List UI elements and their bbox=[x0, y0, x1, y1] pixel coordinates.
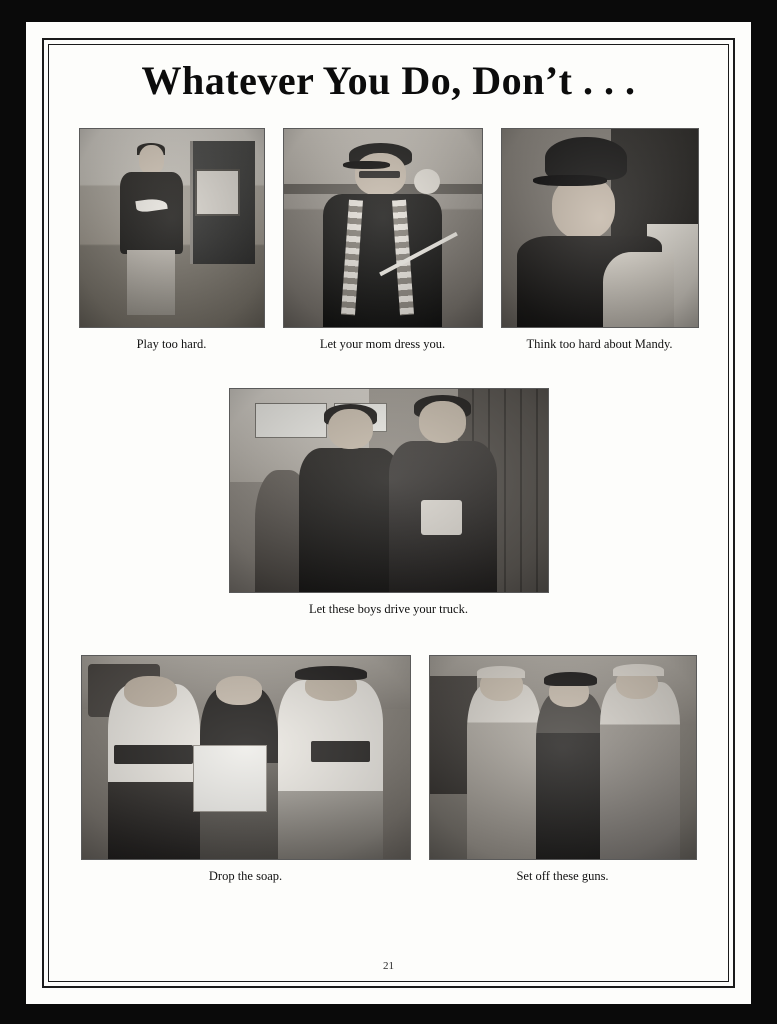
photo-block-play-too-hard bbox=[79, 128, 265, 352]
photo-detail bbox=[114, 745, 193, 763]
photo-play-too-hard bbox=[79, 128, 265, 328]
photo-detail bbox=[139, 145, 164, 174]
photo-subject bbox=[278, 680, 383, 859]
photo-detail bbox=[544, 672, 597, 686]
photo-row-top bbox=[56, 128, 721, 352]
photo-detail bbox=[299, 448, 401, 592]
photo-detail bbox=[359, 171, 401, 179]
photo-detail bbox=[477, 666, 525, 678]
photo-detail bbox=[195, 169, 239, 217]
photo-detail bbox=[295, 666, 367, 680]
photo-detail bbox=[343, 161, 391, 169]
photo-subject bbox=[108, 684, 200, 859]
page-title: Whatever You Do, Don’t . . . bbox=[141, 58, 636, 103]
photo-caption: Set off these guns. bbox=[516, 869, 609, 883]
photo-detail bbox=[216, 676, 262, 704]
photo-subject bbox=[536, 693, 605, 859]
photo-subject bbox=[120, 145, 183, 315]
yearbook-page bbox=[26, 22, 751, 1004]
photo-caption: Think too hard about Mandy. bbox=[526, 337, 673, 351]
photo-detail bbox=[124, 676, 176, 706]
photo-detail bbox=[603, 252, 674, 327]
photo-detail bbox=[414, 169, 440, 195]
photo-subject bbox=[299, 409, 401, 592]
photo-drive-your-truck bbox=[229, 388, 549, 593]
photo-caption: Play too hard. bbox=[136, 337, 207, 351]
photo-detail bbox=[421, 500, 462, 534]
photo-block-think-about-mandy bbox=[501, 128, 699, 352]
photo-drop-the-soap bbox=[81, 655, 411, 860]
photo-subject bbox=[389, 401, 497, 592]
photo-detail bbox=[613, 664, 664, 676]
page-number: 21 bbox=[383, 960, 394, 972]
photo-block-drive-your-truck bbox=[229, 388, 549, 617]
photo-row-middle bbox=[56, 388, 721, 617]
photo-detail bbox=[120, 172, 183, 254]
photo-subject bbox=[600, 682, 680, 859]
photo-think-about-mandy bbox=[501, 128, 699, 328]
photo-set-off-these-guns bbox=[429, 655, 697, 860]
photo-detail bbox=[328, 409, 373, 449]
photo-detail bbox=[127, 250, 175, 315]
photo-detail bbox=[533, 175, 607, 187]
page-content bbox=[56, 48, 721, 978]
photo-block-drop-the-soap bbox=[81, 655, 411, 884]
photo-detail bbox=[193, 745, 267, 812]
photo-row-bottom bbox=[56, 655, 721, 884]
photo-caption: Let these boys drive your truck. bbox=[309, 602, 468, 616]
photo-mom-dress-you bbox=[283, 128, 483, 328]
photo-detail bbox=[311, 741, 370, 761]
photo-detail bbox=[545, 137, 627, 181]
photo-detail bbox=[419, 401, 467, 443]
photo-block-mom-dress-you bbox=[283, 128, 483, 352]
photo-caption: Let your mom dress you. bbox=[319, 337, 446, 351]
photo-block-set-off-these-guns bbox=[429, 655, 697, 884]
photo-caption: Drop the soap. bbox=[208, 869, 283, 883]
photo-detail bbox=[552, 177, 615, 240]
photo-subject bbox=[467, 684, 541, 859]
